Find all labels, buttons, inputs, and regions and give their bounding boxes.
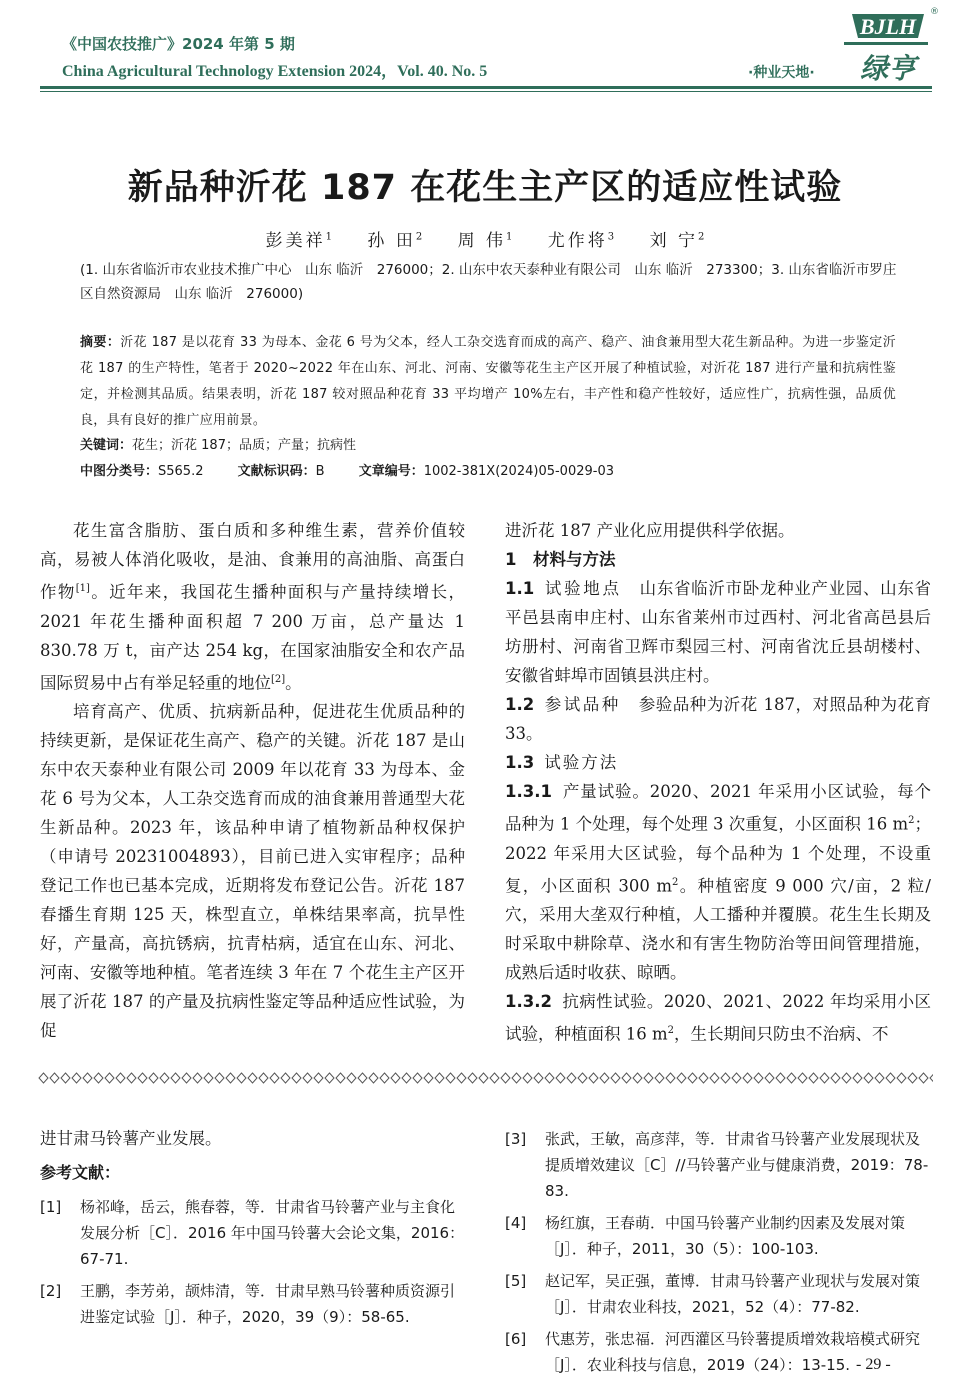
previous-article-continuation: 进甘肃马铃薯产业发展。	[40, 1129, 222, 1148]
author: 尤作将$^3$	[547, 231, 615, 251]
body-column-right	[505, 516, 931, 1049]
references-left	[40, 1126, 465, 1336]
reference-item: [5] 赵记军，吴正强，董博．甘肃马铃薯产业现状与发展对策［J］．甘肃农业科技，2021，52（4）：77-82.	[505, 1272, 921, 1316]
body-column-left	[40, 516, 465, 1045]
keywords	[80, 434, 896, 453]
keywords-label: 关键词：	[80, 438, 133, 453]
author: 彭美祥$^1$	[265, 231, 333, 251]
paragraph: 花生富含脂肪、蛋白质和多种维生素，营养价值较高，易被人体消化吸收，是油、食兼用的高油脂、高蛋白作物[1]。近年来，我国花生播种面积与产量持续增长，2021 年花生播种面积超 7 200 万亩，总产量达 1 830.78 万 t，亩产达 254 kg，在国家油脂安全和农产品国际贸易中占有举足轻重的地位[2]。	[40, 521, 466, 692]
subsection-1-3-1: 1.3.1 产量试验。2020、2021 年采用小区试验，每个品种为 1 个处理，每个处理 3 次重复，小区面积 16 $m^2$；2022 年采用大区试验，每个品种为 1 个处理，不设重复，小区面积 300 $m^2$。种植密度 9 000 穴/亩，2 粒/穴，采用大垄双行种植，人工播种并覆膜。花生生长期及时采取中耕除草、浇水和有害生物防治等田间管理措施，成熟后适时收获、晾晒。	[505, 782, 931, 982]
author-list	[0, 226, 970, 251]
abstract	[80, 330, 896, 434]
brand-logo	[838, 4, 939, 85]
journal-title-cn: 《中国农技推广》2024 年第 5 期	[62, 35, 295, 53]
section-heading: 1 材料与方法	[505, 550, 616, 569]
journal-title-en: China Agricultural Technology Extension 2024，Vol. 40. No. 5	[62, 63, 488, 80]
subsection-1-1: 1.1 试验地点 山东省临沂市卧龙种业产业园、山东省平邑县南申庄村、山东省莱州市过西村、河北省高邑县后坊册村、河南省卫辉市梨园三村、河南省沈丘县胡楼村、安徽省蚌埠市固镇县洪庄村。	[505, 579, 932, 685]
reference-item: [1] 杨祁峰，岳云，熊春蓉，等．甘肃省马铃薯产业与主食化发展分析［C］．2016 年中国马铃薯大会论文集，2016：67-71.	[40, 1198, 465, 1268]
abstract-label: 摘要：	[80, 335, 121, 350]
section-label: ·种业天地·	[748, 65, 815, 81]
article-divider	[38, 1072, 933, 1084]
reference-item: [3] 张武，王敏，高彦萍，等．甘肃省马铃薯产业发展现状及提质增效建议［C］//马铃薯产业与健康消费，2019：78-83.	[505, 1130, 929, 1200]
references-right	[505, 1126, 931, 1384]
logo-text: 绿亨	[859, 52, 917, 85]
author: 刘 宁$^2$	[649, 231, 705, 251]
reference-item: [4] 杨红旗，王春萌．中国马铃薯产业制约因素及发展对策［J］．种子，2011，30（5）：100-103.	[505, 1214, 906, 1258]
reference-item: [6] 代惠芳，张忠福．河西灌区马铃薯提质增效栽培模式研究［J］．农业科技与信息，2019（24）：13-15.	[505, 1330, 921, 1374]
paragraph: 培育高产、优质、抗病新品种，促进花生优质品种的持续更新，是保证花生高产、稳产的关键。沂花 187 是山东中农天泰种业有限公司 2009 年以花育 33 为母本、金花 6 号为父本，人工杂交选育而成的油食兼用普通型大花生新品种。2023 年，该品种申请了植物新品种权保护（申请号 20231004893），目前已进入实审程序；品种登记工作也已基本完成，近期将发布登记公告。沂花 187 春播生育期 125 天，株型直立，单株结果率高，抗旱性好，产量高，高抗锈病，抗青枯病，适宜在山东、河北、河南、安徽等地种植。笔者连续 3 年在 7 个花生主产区开展了沂花 187 的产量及抗病性鉴定等品种适应性试验，为促	[40, 702, 465, 1040]
subsection-1-3: 1.3 试验方法	[505, 753, 619, 772]
keywords-text: 花生；沂花 187；品质；产量；抗病性	[132, 438, 356, 453]
citation-ref: [1]	[75, 583, 90, 594]
article-number-label: 文章编号：	[358, 464, 424, 479]
author: 周 伟$^1$	[457, 231, 513, 251]
reference-item: [2] 王鹏，李芳弟，颉炜清，等．甘肃早熟马铃薯种质资源引进鉴定试验［J］．种子，2020，39（9）：58-65.	[40, 1282, 456, 1326]
author: 孙 田$^2$	[367, 231, 423, 251]
header-rule	[40, 86, 932, 89]
doc-code-value: B	[315, 464, 325, 479]
logo-registered-mark: ®	[930, 7, 939, 17]
affiliations: (1. 山东省临沂市农业技术推广中心 山东 临沂 276000；2. 山东中农天泰种业有限公司 山东 临沂 273300；3. 山东省临沂市罗庄区自然资源局 山东 临沂 276000)	[80, 262, 897, 302]
page-number: - 29 -	[856, 1356, 891, 1373]
clc-label: 中图分类号：	[80, 464, 159, 479]
abstract-text: 沂花 187 是以花育 33 为母本、金花 6 号为父本，经人工杂交选育而成的高产、稳产、油食兼用型大花生新品种。为进一步鉴定沂花 187 的生产特性，笔者于 2020~2022 年在山东、河北、河南、安徽等花生主产区开展了种植试验，对沂花 187 进行产量和抗病性鉴定，并检测其品质。结果表明，沂花 187 较对照品种花育 33 平均增产 10%左右，丰产性和稳产性较好，适应性广，抗病性强，品质优良，具有良好的推广应用前景。	[80, 335, 896, 428]
subsection-1-2: 1.2 参试品种 参验品种为沂花 187，对照品种为花育 33。	[505, 695, 932, 743]
subsection-1-3-2: 1.3.2 抗病性试验。2020、2021、2022 年均采用小区试验，种植面积 16 $m^2$，生长期间只防虫不治病、不	[505, 992, 931, 1044]
classification-line	[80, 460, 896, 479]
citation-ref: [2]	[271, 673, 286, 685]
doc-code-label: 文献标识码：	[237, 464, 316, 479]
header-rule-thin	[40, 91, 932, 92]
logo-letters: BJLH	[859, 14, 917, 39]
clc-value: S565.2	[158, 464, 204, 479]
article-title: 新品种沂花 187 在花生主产区的适应性试验	[127, 168, 843, 208]
article-number-value: 1002-381X(2024)05-0029-03	[423, 464, 614, 479]
paragraph-continuation: 进沂花 187 产业化应用提供科学依据。	[505, 521, 795, 540]
references-heading: 参考文献：	[40, 1163, 121, 1182]
